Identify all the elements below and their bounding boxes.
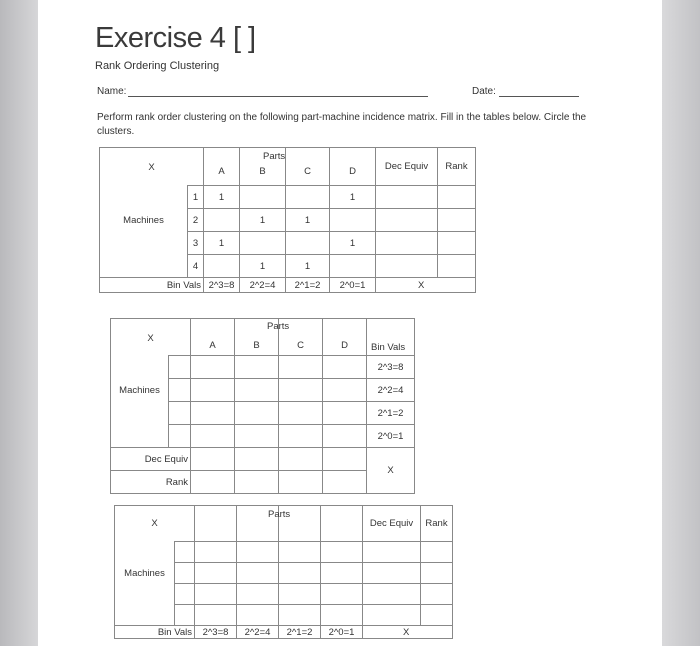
work-cell[interactable] <box>279 605 321 626</box>
work-cell[interactable] <box>321 584 363 605</box>
final-matrix-table <box>114 505 453 639</box>
bin-val: 2^3=8 <box>367 356 415 379</box>
rank-cell[interactable] <box>438 255 476 278</box>
parts-label: Parts <box>268 509 291 520</box>
col-header-b: B <box>235 319 279 356</box>
name-label: Name: <box>97 86 127 97</box>
work-cell[interactable] <box>279 379 323 402</box>
rank-header: Rank <box>438 148 476 186</box>
work-cell[interactable] <box>279 425 323 448</box>
rank-cell[interactable] <box>191 471 235 494</box>
col-header-c: C <box>286 148 330 186</box>
rank-cell[interactable] <box>279 471 323 494</box>
work-cell[interactable] <box>321 605 363 626</box>
matrix-cell <box>286 232 330 255</box>
matrix-cell: 1 <box>330 186 376 209</box>
dec-equiv-cell[interactable] <box>376 186 438 209</box>
instructions: Perform rank order clustering on the following part-machine incidence matrix. Fill in the tables below. Circle the clusters. <box>97 112 587 137</box>
matrix-cell: 1 <box>286 255 330 278</box>
row-id-cell[interactable] <box>175 605 195 626</box>
col-header-d: D <box>323 319 367 356</box>
worktable-corner: X <box>111 319 191 356</box>
machine-id: 2 <box>188 209 204 232</box>
row-id-cell[interactable] <box>169 402 191 425</box>
bin-val: 2^2=4 <box>367 379 415 402</box>
date-field[interactable] <box>499 96 579 97</box>
work-cell[interactable] <box>195 563 237 584</box>
dec-equiv-cell[interactable] <box>363 584 421 605</box>
matrix-cell: 1 <box>204 232 240 255</box>
matrix-corner: X <box>100 148 204 186</box>
date-label: Date: <box>472 86 496 97</box>
rank-cell[interactable] <box>421 542 453 563</box>
matrix-cell <box>286 186 330 209</box>
work-cell[interactable] <box>195 542 237 563</box>
rank-cell[interactable] <box>421 584 453 605</box>
row-id-cell[interactable] <box>175 584 195 605</box>
matrix-cell: 1 <box>240 255 286 278</box>
rank-cell[interactable] <box>235 471 279 494</box>
parts-label: Parts <box>267 321 290 332</box>
bin-val: 2^0=1 <box>330 278 376 293</box>
col-header-a: A <box>191 319 235 356</box>
rank-cell[interactable] <box>323 471 367 494</box>
machine-id: 4 <box>188 255 204 278</box>
rank-cell[interactable] <box>438 186 476 209</box>
bin-val: 2^2=4 <box>237 626 279 639</box>
name-field[interactable] <box>128 96 428 97</box>
bin-val: 2^2=4 <box>240 278 286 293</box>
dec-equiv-header: Dec Equiv <box>376 148 438 186</box>
dec-equiv-cell[interactable] <box>376 255 438 278</box>
work-cell[interactable] <box>235 402 279 425</box>
col-header-c: C <box>279 319 323 356</box>
work-cell[interactable] <box>237 605 279 626</box>
parts-label: Parts <box>263 151 286 162</box>
dec-equiv-cell[interactable] <box>363 542 421 563</box>
work-cell[interactable] <box>279 563 321 584</box>
work-cell[interactable] <box>235 425 279 448</box>
work-cell[interactable] <box>279 542 321 563</box>
dec-equiv-header: Dec Equiv <box>363 506 421 542</box>
dec-equiv-cell[interactable] <box>376 209 438 232</box>
matrix-cell <box>240 232 286 255</box>
col-header-a: A <box>204 148 240 186</box>
work-cell[interactable] <box>279 402 323 425</box>
final-corner: X <box>115 506 195 542</box>
rank-cell[interactable] <box>421 605 453 626</box>
work-cell[interactable] <box>323 379 367 402</box>
matrix-cell: 1 <box>204 186 240 209</box>
dec-equiv-cell[interactable] <box>235 448 279 471</box>
work-cell[interactable] <box>237 542 279 563</box>
work-cell[interactable] <box>195 584 237 605</box>
page-shadow-right <box>662 0 700 646</box>
work-cell[interactable] <box>279 584 321 605</box>
work-cell[interactable] <box>191 356 235 379</box>
matrix-cell: 1 <box>240 209 286 232</box>
matrix-cell <box>330 209 376 232</box>
row-id-cell[interactable] <box>169 356 191 379</box>
work-cell[interactable] <box>323 402 367 425</box>
dec-equiv-cell[interactable] <box>363 563 421 584</box>
bin-val: 2^1=2 <box>279 626 321 639</box>
page-subtitle: Rank Ordering Clustering <box>95 60 220 72</box>
dec-equiv-cell[interactable] <box>376 232 438 255</box>
row-id-cell[interactable] <box>175 542 195 563</box>
bin-val: 2^0=1 <box>321 626 363 639</box>
work-cell[interactable] <box>321 542 363 563</box>
bin-val: 2^1=2 <box>367 402 415 425</box>
work-cell[interactable] <box>195 605 237 626</box>
work-cell[interactable] <box>279 356 323 379</box>
work-cell[interactable] <box>191 402 235 425</box>
col-header-b: B <box>240 148 286 186</box>
row-id-cell[interactable] <box>169 425 191 448</box>
machines-label: Machines <box>111 379 169 402</box>
page-shadow-left <box>0 0 38 646</box>
col-header-cell[interactable] <box>321 506 363 542</box>
machines-label: Machines <box>115 563 175 584</box>
work-cell[interactable] <box>235 379 279 402</box>
bin-corner: X <box>376 278 476 293</box>
dec-equiv-cell[interactable] <box>279 448 323 471</box>
matrix-cell <box>330 255 376 278</box>
matrix-cell: 1 <box>286 209 330 232</box>
col-header-cell[interactable] <box>195 506 237 542</box>
matrix-cell <box>204 209 240 232</box>
dec-equiv-cell[interactable] <box>363 605 421 626</box>
rank-row-label: Rank <box>111 471 191 494</box>
bin-vals-label: Bin Vals <box>367 319 415 356</box>
rank-cell[interactable] <box>421 563 453 584</box>
rank-cell[interactable] <box>438 232 476 255</box>
work-cell[interactable] <box>237 584 279 605</box>
bin-val: 2^3=8 <box>204 278 240 293</box>
matrix-cell <box>240 186 286 209</box>
matrix-cell: 1 <box>330 232 376 255</box>
machine-id: 1 <box>188 186 204 209</box>
bottom-corner: X <box>367 448 415 494</box>
machines-label: Machines <box>100 209 188 232</box>
work-cell[interactable] <box>323 425 367 448</box>
work-cell[interactable] <box>191 425 235 448</box>
matrix-cell <box>204 255 240 278</box>
bin-val: 2^1=2 <box>286 278 330 293</box>
bin-val: 2^0=1 <box>367 425 415 448</box>
work-cell[interactable] <box>321 563 363 584</box>
dec-equiv-worktable <box>110 318 415 494</box>
work-cell[interactable] <box>323 356 367 379</box>
col-header-d: D <box>330 148 376 186</box>
bin-vals-label: Bin Vals <box>100 278 204 293</box>
dec-equiv-cell[interactable] <box>323 448 367 471</box>
page-title: Exercise 4 [ ] <box>95 22 256 54</box>
bin-val: 2^3=8 <box>195 626 237 639</box>
bin-corner: X <box>363 626 453 639</box>
work-cell[interactable] <box>235 356 279 379</box>
incidence-matrix-table <box>99 147 476 293</box>
work-cell[interactable] <box>237 563 279 584</box>
rank-header: Rank <box>421 506 453 542</box>
bin-vals-label: Bin Vals <box>115 626 195 639</box>
row-id-cell[interactable] <box>169 379 191 402</box>
dec-equiv-row-label: Dec Equiv <box>111 448 191 471</box>
rank-cell[interactable] <box>438 209 476 232</box>
work-cell[interactable] <box>191 379 235 402</box>
machine-id: 3 <box>188 232 204 255</box>
dec-equiv-cell[interactable] <box>191 448 235 471</box>
row-id-cell[interactable] <box>175 563 195 584</box>
